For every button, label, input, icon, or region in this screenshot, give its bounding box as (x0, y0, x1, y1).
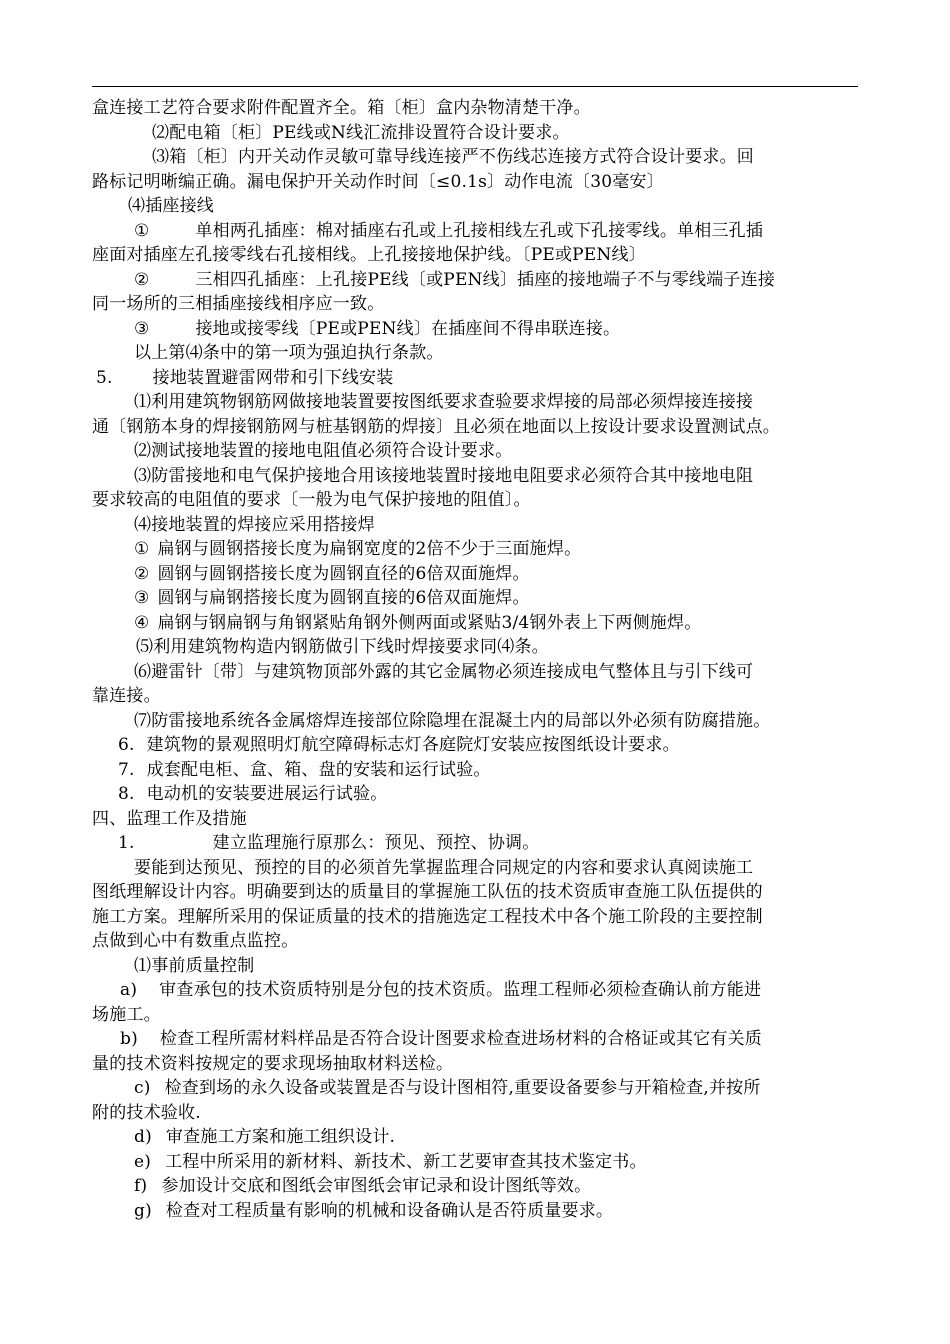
text-line (92, 684, 882, 709)
text-line (92, 954, 882, 979)
line-text: 检查工程所需材料样品是否符合设计图要求检查进场材料的合格证或其它有关质 (159, 1029, 762, 1049)
text-line (92, 170, 882, 195)
text-line (92, 905, 882, 930)
line-text: 检查到场的永久设备或装置是否与设计图相符,重要设备要参与开箱检查,并按所 (164, 1078, 761, 1098)
text-line (92, 586, 882, 611)
line-text: 量的技术资料按规定的要求现场抽取材料送检。 (92, 1053, 454, 1074)
list-marker: c) (134, 1078, 151, 1098)
line-text: ⑷接地装置的焊接应采用搭接焊 (134, 514, 375, 535)
line-text: ⑶箱〔柜〕内开关动作灵敏可靠导线连接严不伤线芯连接方式符合设计要求。回 (152, 147, 754, 167)
text-line (92, 1174, 882, 1199)
text-line (92, 292, 882, 317)
line-text: 检查对工程质量有影响的机械和设备确认是否符质量要求。 (165, 1200, 614, 1221)
text-line (92, 488, 882, 513)
line-text: 参加设计交底和图纸会审图纸会审记录和设计图纸等效。 (161, 1176, 592, 1196)
list-marker: ③ (134, 318, 150, 339)
line-text: 扁钢与圆钢搭接长度为扁钢宽度的2倍不少于三面施焊。 (157, 539, 582, 559)
text-line (92, 243, 882, 268)
text-line (92, 856, 882, 881)
line-text: 通〔钢筋本身的焊接钢筋网与桩基钢筋的焊接〕且必须在地面以上按设计要求设置测试点。 (92, 416, 780, 437)
text-line (92, 537, 882, 562)
line-text: 工程中所采用的新材料、新技术、新工艺要审查其技术鉴定书。 (165, 1151, 647, 1172)
line-text: 附的技术验收. (92, 1102, 201, 1123)
line-text: 接地装置避雷网带和引下线安装 (152, 367, 394, 388)
list-marker: 7. (118, 759, 135, 780)
line-text: ⑴利用建筑物钢筋网做接地装置要按图纸要求查验要求焊接的局部必须焊接连接接 (134, 392, 754, 412)
list-marker: ③ (134, 588, 150, 608)
text-line (92, 1101, 882, 1126)
line-text: 三相四孔插座：上孔接PE线〔或PEN线〕插座的接地端子不与零线端子连接 (195, 269, 776, 290)
text-line (92, 341, 882, 366)
text-line (92, 807, 882, 832)
line-text: 接地或接零线〔PE或PEN线〕在插座间不得串联连接。 (195, 318, 621, 339)
list-marker: ② (134, 563, 150, 584)
text-line (92, 758, 882, 783)
line-text: ⑴事前质量控制 (134, 955, 255, 976)
list-marker: d) (134, 1127, 152, 1147)
text-line (92, 268, 882, 293)
text-line (92, 1150, 882, 1175)
text-line (92, 1125, 882, 1150)
line-text: 审查施工方案和施工组织设计. (165, 1127, 396, 1147)
line-text: 路标记明晰编正确。漏电保护开关动作时间〔≤0.1s〕动作电流〔30毫安〕 (92, 171, 664, 192)
text-line (92, 1076, 882, 1101)
text-line (92, 317, 882, 342)
text-line (92, 562, 882, 587)
line-text: ⑷插座接线 (128, 196, 214, 216)
text-line (92, 194, 882, 219)
text-line (92, 635, 882, 660)
text-line (92, 121, 882, 146)
list-marker: 5. (96, 367, 113, 388)
text-line (92, 366, 882, 391)
text-line (92, 709, 882, 734)
text-line (92, 782, 882, 807)
text-line (92, 513, 882, 538)
line-text: 盒连接工艺符合要求附件配置齐全。箱〔柜〕盒内杂物清楚干净。 (92, 98, 591, 118)
text-line (92, 1199, 882, 1224)
list-marker: 6. (118, 735, 135, 755)
line-text: 圆钢与扁钢搭接长度为圆钢直接的6倍双面施焊。 (157, 588, 530, 608)
list-marker: ① (134, 539, 150, 559)
text-line (92, 1003, 882, 1028)
text-line (92, 464, 882, 489)
text-line (92, 1027, 882, 1052)
text-line (92, 439, 882, 464)
text-line (92, 1052, 882, 1077)
text-line (92, 978, 882, 1003)
list-marker: ④ (134, 612, 150, 633)
line-text: 要能到达预见、预控的目的必须首先掌握监理合同规定的内容和要求认真阅读施工 (134, 857, 754, 878)
text-line (92, 219, 882, 244)
text-line (92, 145, 882, 170)
line-text: 靠连接。 (92, 686, 161, 706)
list-marker: ① (134, 220, 150, 241)
list-marker: g) (134, 1200, 152, 1221)
text-line (92, 390, 882, 415)
text-line (92, 611, 882, 636)
line-text: 以上第⑷条中的第一项为强迫执行条款。 (134, 343, 444, 363)
text-line (92, 96, 882, 121)
list-marker: f) (134, 1176, 148, 1196)
header-rule (92, 86, 858, 87)
line-text: 四、监理工作及措施 (92, 808, 247, 829)
document-body (92, 96, 882, 1223)
text-line (92, 880, 882, 905)
text-line (92, 733, 882, 758)
text-line (92, 415, 882, 440)
line-text: ⑵配电箱〔柜〕PE线或N线汇流排设置符合设计要求。 (152, 122, 570, 143)
line-text: ⑹避雷针〔带〕与建筑物顶部外露的其它金属物必须连接成电气整体且与引下线可 (134, 661, 754, 682)
line-text: ⑺防雷接地系统各金属熔焊连接部位除隐埋在混凝土内的局部以外必须有防腐措施。 (134, 710, 771, 731)
line-text: 建筑物的景观照明灯航空障碍标志灯各庭院灯安装应按图纸设计要求。 (146, 735, 680, 755)
line-text: 要求较高的电阻值的要求〔一般为电气保护接地的阻值〕。 (92, 490, 531, 510)
line-text: 单相两孔插座：棉对插座右孔或上孔接相线左孔或下孔接零线。单相三孔插 (195, 220, 764, 241)
line-text: 座面对插座左孔接零线右孔接相线。上孔接接地保护线。〔PE或PEN线〕 (92, 245, 646, 265)
line-text: ⑸利用建筑物构造内钢筋做引下线时焊接要求同⑷条。 (136, 637, 549, 657)
line-text: 审查承包的技术资质特别是分包的技术资质。监理工程师必须检查确认前方能进 (159, 980, 762, 1000)
list-marker: 1. (118, 833, 135, 853)
line-text: 图纸理解设计内容。明确要到达的质量目的掌握施工队伍的技术资质审查施工队伍提供的 (92, 882, 763, 902)
text-line (92, 831, 882, 856)
list-marker: 8. (118, 784, 135, 804)
text-line (92, 660, 882, 685)
line-text: 施工方案。理解所采用的保证质量的技术的措施选定工程技术中各个施工阶段的主要控制 (92, 906, 763, 927)
line-text: 电动机的安装要进展运行试验。 (146, 784, 388, 804)
line-text: 建立监理施行原那么：预见、预控、协调。 (212, 833, 540, 853)
line-text: 场施工。 (92, 1004, 161, 1025)
list-marker: b) (120, 1029, 138, 1049)
line-text: 点做到心中有数重点监控。 (92, 931, 299, 951)
line-text: 扁钢与钢扁钢与角钢紧贴角钢外侧两面或紧贴3/4钢外表上下两侧施焊。 (157, 612, 702, 633)
line-text: 圆钢与圆钢搭接长度为圆钢直径的6倍双面施焊。 (157, 563, 530, 584)
line-text: 同一场所的三相插座接线相序应一致。 (92, 294, 385, 314)
list-marker: ② (134, 269, 150, 290)
line-text: ⑶防雷接地和电气保护接地合用该接地装置时接地电阻要求必须符合其中接地电阻 (134, 465, 754, 486)
line-text: 成套配电柜、盒、箱、盘的安装和运行试验。 (146, 759, 491, 780)
list-marker: e) (134, 1151, 152, 1172)
list-marker: a) (120, 980, 138, 1000)
text-line (92, 929, 882, 954)
line-text: ⑵测试接地装置的接地电阻值必须符合设计要求。 (134, 441, 513, 461)
